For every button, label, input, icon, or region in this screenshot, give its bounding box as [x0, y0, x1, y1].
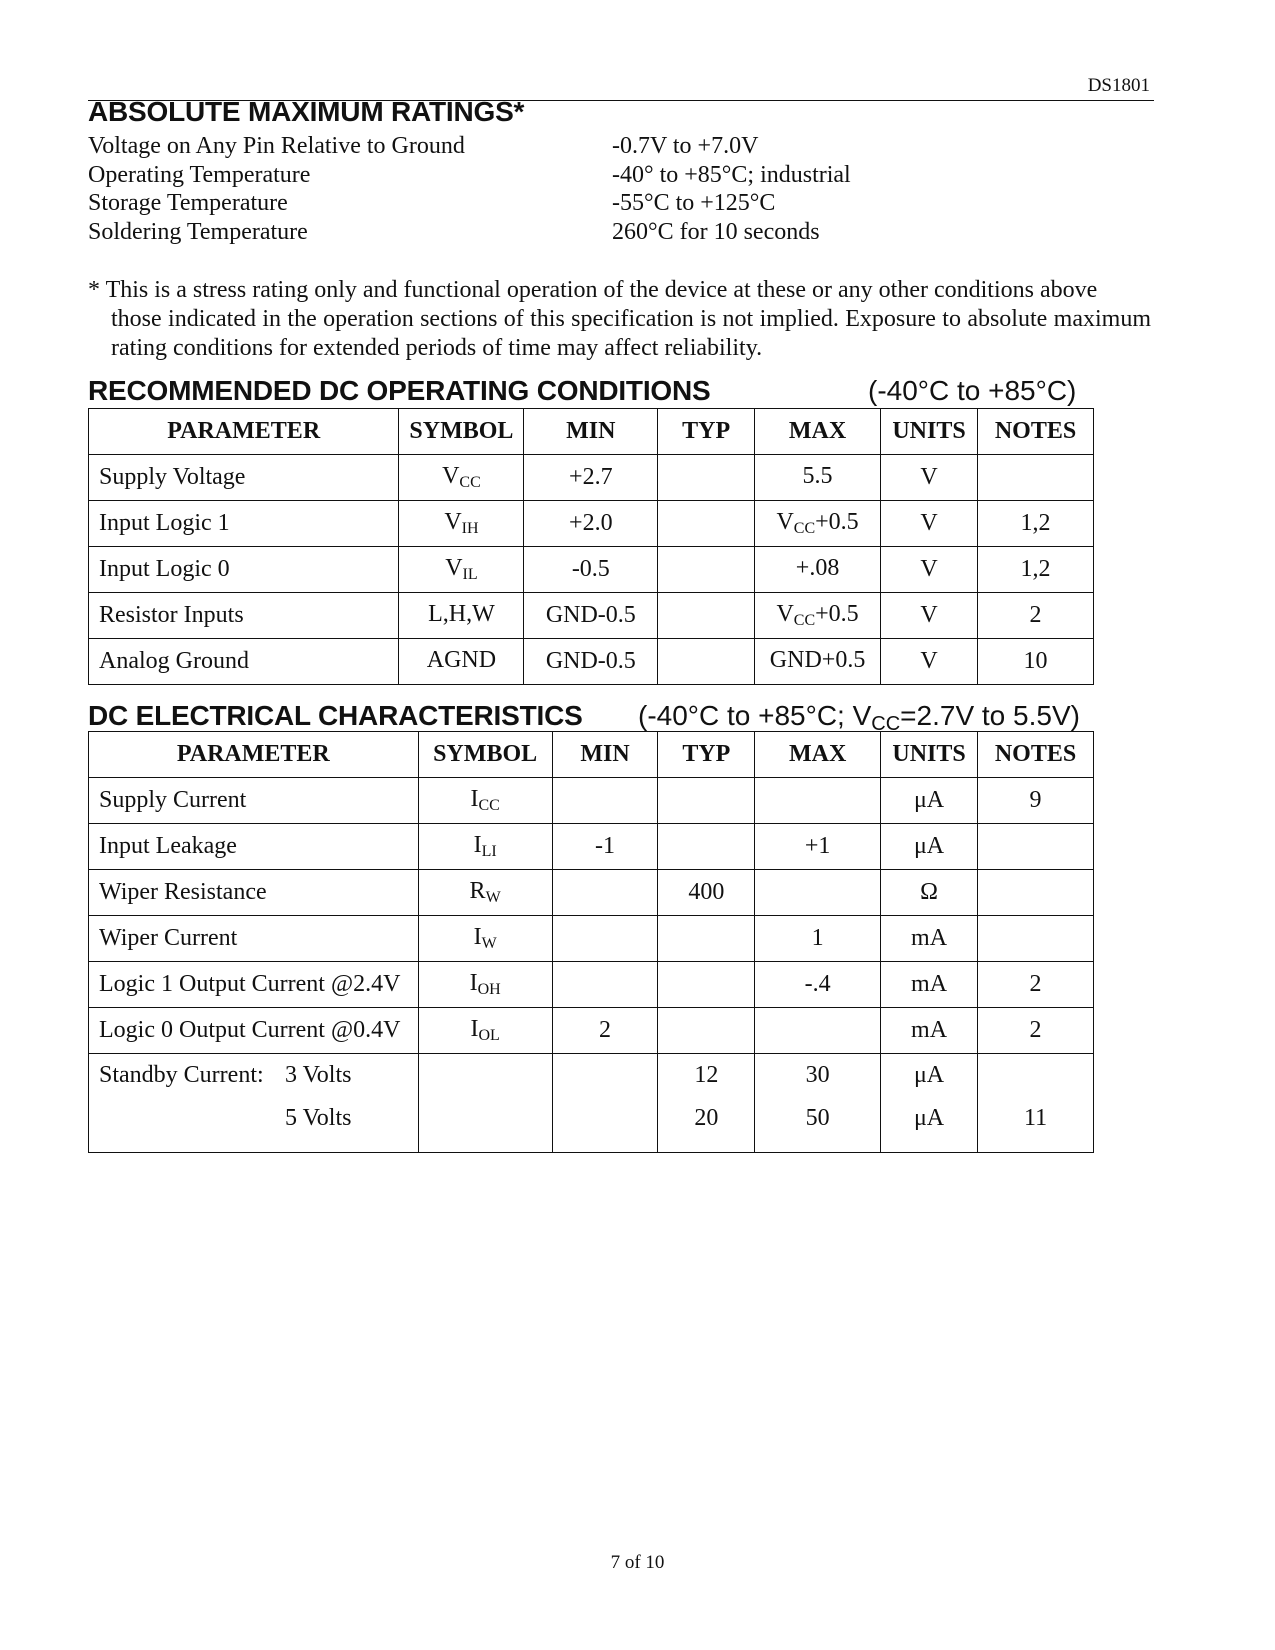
rating-label: Operating Temperature: [88, 161, 311, 188]
symbol-cell: L,H,W: [399, 593, 524, 639]
rating-value: -55°C to +125°C: [612, 190, 776, 216]
typ-cell: [658, 778, 755, 824]
parameter-cell: Input Logic 0: [89, 547, 399, 593]
column-header: MAX: [755, 409, 881, 455]
dc-electrical-table: [88, 731, 1094, 1153]
symbol-cell: $R_W$: [418, 870, 552, 916]
dc-electrical-title: DC ELECTRICAL CHARACTERISTICS: [88, 700, 583, 731]
min-cell: +2.0: [524, 501, 658, 547]
units-cell: V: [881, 547, 978, 593]
symbol-cell: $I_{CC}$: [418, 778, 552, 824]
rating-value: 260°C for 10 seconds: [612, 218, 820, 245]
dc-electrical-condition: (-40°C to +85°C; $V_{CC}=2.7V$ to 5.5V): [638, 700, 1080, 735]
max-cell: 1: [755, 916, 881, 962]
units-cell: μA: [881, 778, 978, 824]
rating-row: [88, 218, 988, 247]
rating-label: Soldering Temperature: [88, 218, 308, 245]
typ-cell: [658, 824, 755, 870]
column-header: SYMBOL: [399, 409, 524, 455]
notes-cell: [978, 455, 1094, 501]
document-id: DS1801: [1087, 75, 1150, 96]
notes-cell: 9: [978, 778, 1094, 824]
typ-cell: [658, 962, 755, 1008]
rating-row: [88, 161, 988, 190]
min-cell: -1: [552, 824, 658, 870]
min-cell: -0.5: [524, 547, 658, 593]
rating-row: [88, 189, 988, 218]
recommended-condition: (-40°C to +85°C): [868, 375, 1077, 406]
symbol-cell: AGND: [399, 639, 524, 685]
units-cell: Ω: [881, 870, 978, 916]
notes-cell: [978, 916, 1094, 962]
units-cell: mA: [881, 916, 978, 962]
column-header: PARAMETER: [89, 409, 399, 455]
column-header: SYMBOL: [418, 732, 552, 778]
rating-value: -0.7V to +7.0V: [612, 133, 759, 159]
typ-cell: [658, 639, 755, 685]
symbol-cell: $V_{IL}$: [399, 547, 524, 593]
column-header: MAX: [755, 732, 881, 778]
notes-cell: 2: [978, 962, 1094, 1008]
rating-label: Storage Temperature: [88, 190, 288, 216]
table-row: [89, 547, 1094, 593]
min-cell: [552, 962, 658, 1008]
notes-cell: 2: [978, 593, 1094, 639]
symbol-cell: $I_W$: [418, 916, 552, 962]
table-row: [89, 593, 1094, 639]
parameter-cell: Wiper Current: [89, 916, 419, 962]
parameter-cell: Logic 0 Output Current @0.4V: [89, 1008, 419, 1054]
column-header: PARAMETER: [89, 732, 419, 778]
notes-cell: 10: [978, 639, 1094, 685]
symbol-cell: $I_{OL}$: [418, 1008, 552, 1054]
typ-cell: [658, 455, 755, 501]
column-header: MIN: [524, 409, 658, 455]
recommended-title: RECOMMENDED DC OPERATING CONDITIONS: [88, 375, 711, 406]
min-cell: GND-0.5: [524, 593, 658, 639]
notes-cell: [978, 870, 1094, 916]
parameter-cell: Analog Ground: [89, 639, 399, 685]
symbol-cell: $I_{LI}$: [418, 824, 552, 870]
notes-cell: 11: [978, 1054, 1094, 1153]
table-row: [89, 778, 1094, 824]
units-cell: mA: [881, 1008, 978, 1054]
notes-cell: 1,2: [978, 501, 1094, 547]
max-cell: +1: [755, 824, 881, 870]
column-header: TYP: [658, 732, 755, 778]
column-header: UNITS: [881, 409, 978, 455]
min-cell: 2: [552, 1008, 658, 1054]
units-cell: μA μA: [881, 1054, 978, 1153]
parameter-cell: Input Leakage: [89, 824, 419, 870]
absolute-max-title: ABSOLUTE MAXIMUM RATINGS*: [88, 96, 525, 127]
max-cell: -.4: [755, 962, 881, 1008]
typ-cell: 12 20: [658, 1054, 755, 1153]
max-cell: 5.5: [755, 455, 881, 501]
symbol-cell: $I_{OH}$: [418, 962, 552, 1008]
rating-value: -40° to +85°C; industrial: [612, 161, 851, 188]
parameter-cell: Wiper Resistance: [89, 870, 419, 916]
typ-cell: [658, 1008, 755, 1054]
rating-label: Voltage on Any Pin Relative to Ground: [88, 133, 465, 159]
units-cell: V: [881, 455, 978, 501]
typ-cell: [658, 916, 755, 962]
min-cell: [552, 916, 658, 962]
max-cell: [755, 1008, 881, 1054]
max-cell: [755, 870, 881, 916]
units-cell: V: [881, 639, 978, 685]
parameter-cell: Supply Voltage: [89, 455, 399, 501]
recommended-dc-table: [88, 408, 1094, 685]
page-number: 7 of 10: [610, 1552, 665, 1573]
symbol-cell: $V_{IH}$: [399, 501, 524, 547]
parameter-cell: Standby Current: 3 Volts 5 Volts: [89, 1054, 419, 1153]
parameter-cell: Logic 1 Output Current @2.4V: [89, 962, 419, 1008]
stress-rating-note: [88, 276, 1151, 363]
table-row: [89, 824, 1094, 870]
min-cell: [552, 1054, 658, 1153]
standby-current-row: [89, 1054, 1094, 1153]
parameter-cell: Input Logic 1: [89, 501, 399, 547]
notes-cell: [978, 824, 1094, 870]
column-header: UNITS: [881, 732, 978, 778]
notes-cell: 1,2: [978, 547, 1094, 593]
min-cell: +2.7: [524, 455, 658, 501]
table-row: [89, 1008, 1094, 1054]
note-line-first: * This is a stress rating only and functional operation of the device at these or any other conditions above: [88, 277, 1098, 303]
rating-row: [88, 132, 988, 161]
max-cell: $V_{CC}+0.5$: [755, 501, 881, 547]
min-cell: [552, 778, 658, 824]
note-line-rest: those indicated in the operation sections of this specification is not implied. Exposure to absolute maximum rating conditions for extended periods of time may affect reliability.: [111, 306, 1151, 361]
parameter-cell: Supply Current: [89, 778, 419, 824]
max-cell: [755, 778, 881, 824]
max-cell: 30 50: [755, 1054, 881, 1153]
typ-cell: [658, 547, 755, 593]
column-header: NOTES: [978, 409, 1094, 455]
table-row: [89, 916, 1094, 962]
typ-cell: [658, 501, 755, 547]
typ-cell: [658, 593, 755, 639]
units-cell: μA: [881, 824, 978, 870]
units-cell: mA: [881, 962, 978, 1008]
table-row: [89, 455, 1094, 501]
notes-cell: 2: [978, 1008, 1094, 1054]
column-header: TYP: [658, 409, 755, 455]
max-cell: +.08: [755, 547, 881, 593]
units-cell: V: [881, 593, 978, 639]
symbol-cell: $V_{CC}$: [399, 455, 524, 501]
parameter-cell: Resistor Inputs: [89, 593, 399, 639]
typ-cell: 400: [658, 870, 755, 916]
table-row: [89, 870, 1094, 916]
absolute-max-ratings-list: [88, 132, 988, 246]
max-cell: GND+0.5: [755, 639, 881, 685]
table-row: [89, 639, 1094, 685]
min-cell: [552, 870, 658, 916]
max-cell: $V_{CC}+0.5$: [755, 593, 881, 639]
min-cell: GND-0.5: [524, 639, 658, 685]
column-header: NOTES: [978, 732, 1094, 778]
table-row: [89, 962, 1094, 1008]
units-cell: V: [881, 501, 978, 547]
table-row: [89, 501, 1094, 547]
column-header: MIN: [552, 732, 658, 778]
symbol-cell: [418, 1054, 552, 1153]
